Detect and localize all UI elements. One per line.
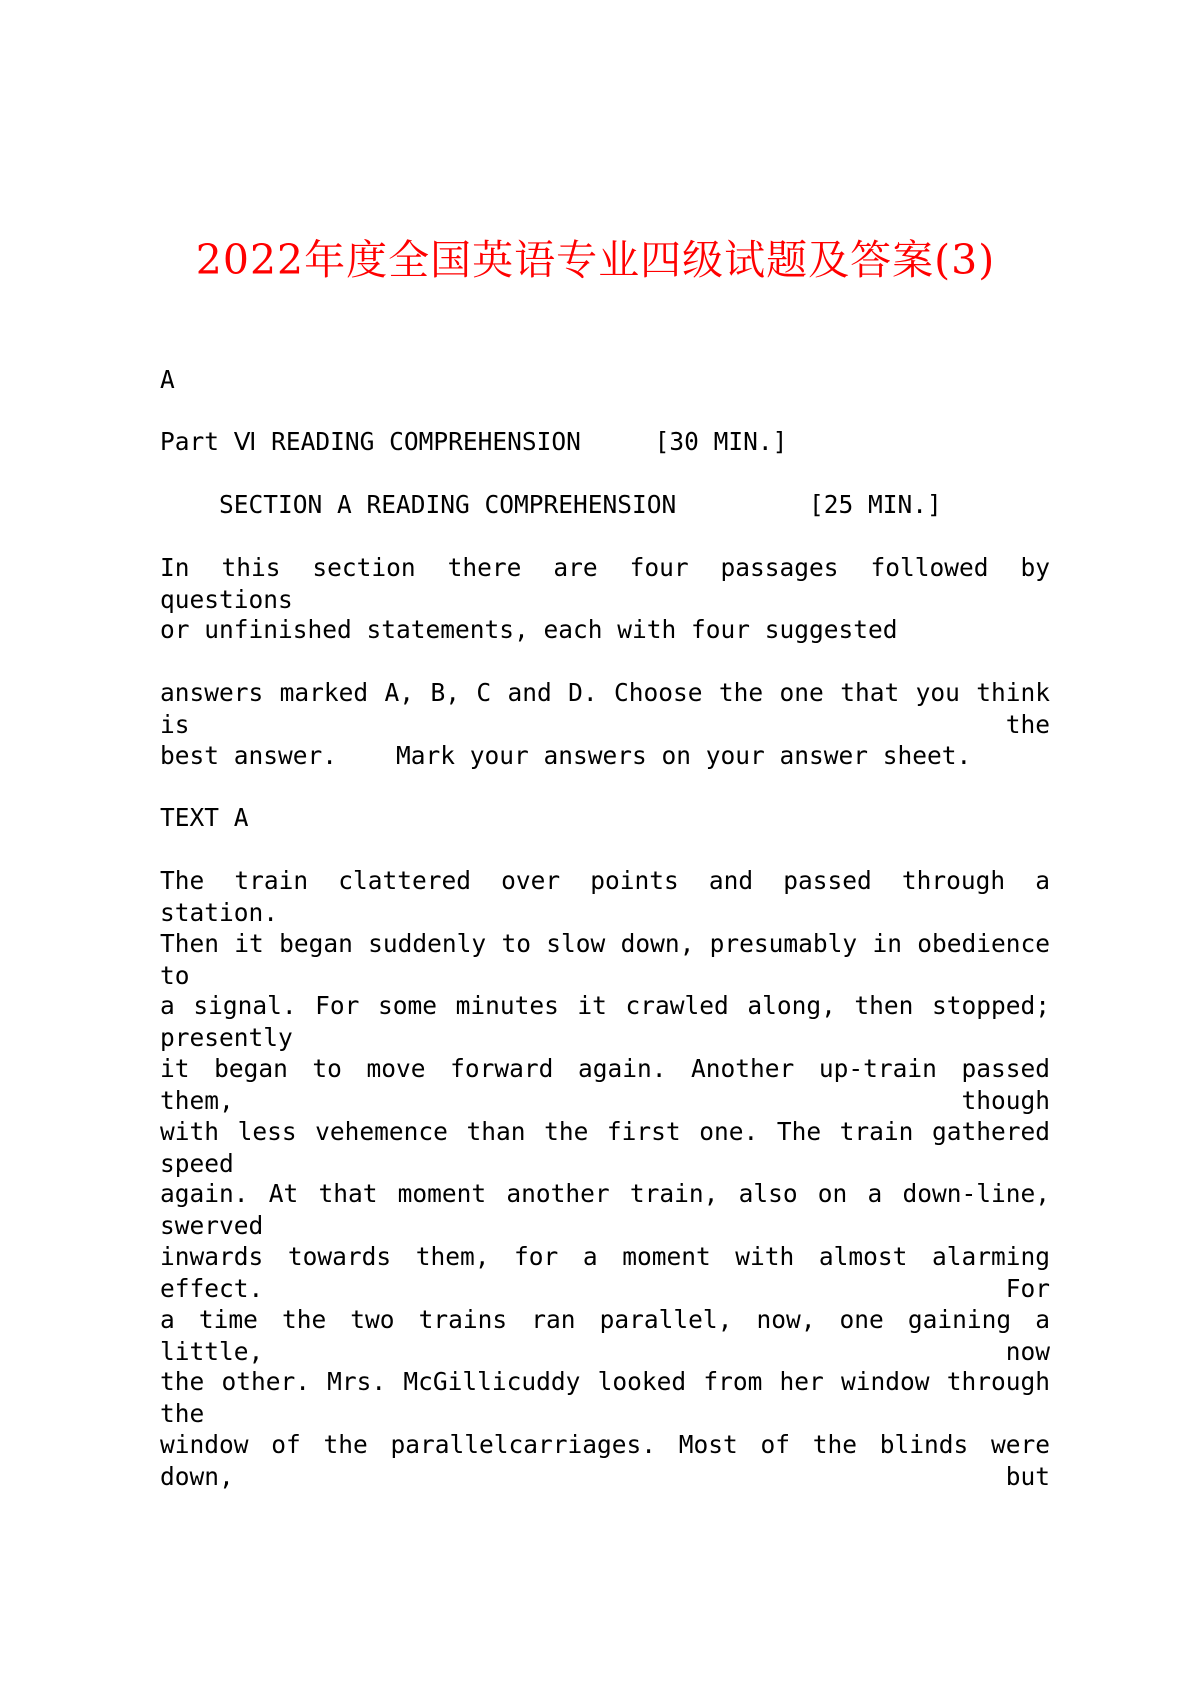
instruction-line-4: best answer. Mark your answers on your answer sheet. <box>160 741 972 770</box>
section-heading: SECTION A READING COMPREHENSION [25 MIN.] <box>160 490 942 519</box>
section-letter: A <box>160 365 175 394</box>
instruction-line-3: answers marked A, B, C and D. Choose the one that you think is the <box>160 678 1050 739</box>
passage-line-4: it began to move forward again. Another up-train passed them, though <box>160 1054 1050 1115</box>
document-title: 2022年度全国英语专业四级试题及答案(3) <box>195 236 996 284</box>
passage-line-1: The train clattered over points and passed through a station. <box>160 866 1050 927</box>
passage-line-2: Then it began suddenly to slow down, presumably in obedience to <box>160 929 1050 990</box>
instruction-line-2: or unfinished statements, each with four suggested <box>160 615 898 644</box>
instruction-line-1: In this section there are four passages followed by questions <box>160 553 1050 614</box>
passage-line-6: again. At that moment another train, also on a down-line, swerved <box>160 1179 1050 1240</box>
passage-line-8: a time the two trains ran parallel, now, one gaining a little, now <box>160 1305 1050 1366</box>
passage-line-9: the other. Mrs. McGillicuddy looked from her window through the <box>160 1367 1050 1428</box>
passage-line-5: with less vehemence than the first one. The train gathered speed <box>160 1117 1050 1178</box>
part-heading: Part Ⅵ READING COMPREHENSION [30 MIN.] <box>160 427 788 456</box>
text-heading: TEXT A <box>160 803 249 832</box>
passage-line-7: inwards towards them, for a moment with almost alarming effect. For <box>160 1242 1050 1303</box>
passage-line-10: window of the parallelcarriages. Most of the blinds were down, but <box>160 1430 1050 1491</box>
passage-line-3: a signal. For some minutes it crawled along, then stopped; presently <box>160 991 1050 1052</box>
